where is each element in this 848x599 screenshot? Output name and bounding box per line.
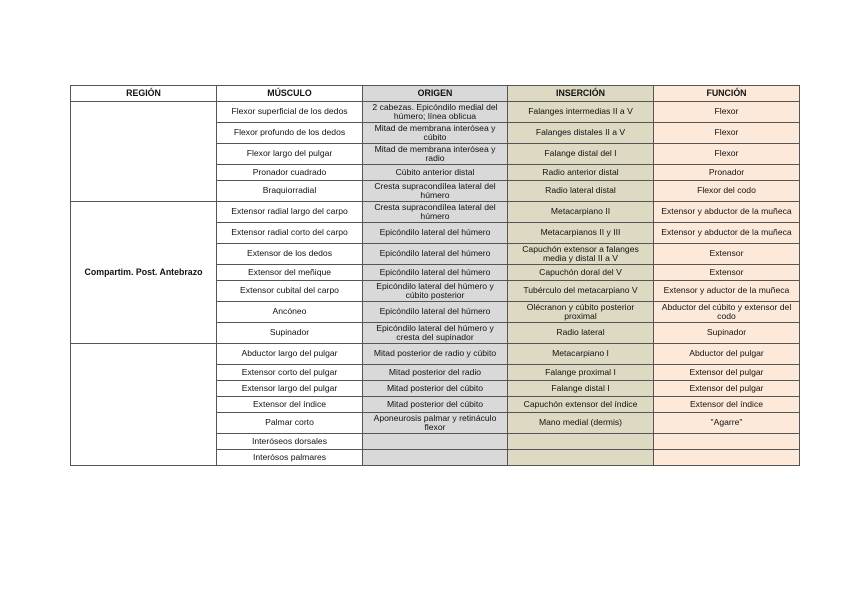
origen-cell: Aponeurosis palmar y retináculo flexor — [363, 413, 508, 434]
musculo-cell: Supinador — [217, 323, 363, 344]
table-row — [71, 102, 800, 123]
funcion-cell: Flexor — [654, 102, 800, 123]
insercion-cell: Falanges distales II a V — [508, 123, 654, 144]
musculo-cell: Extensor radial largo del carpo — [217, 202, 363, 223]
funcion-cell: Abductor del pulgar — [654, 344, 800, 365]
funcion-cell: "Agarre" — [654, 413, 800, 434]
musculo-cell: Ancóneo — [217, 302, 363, 323]
funcion-cell: Abductor del cúbito y extensor del codo — [654, 302, 800, 323]
musculo-cell: Pronador cuadrado — [217, 165, 363, 181]
funcion-cell: Extensor del pulgar — [654, 381, 800, 397]
musculo-cell: Extensor del meñique — [217, 265, 363, 281]
insercion-cell: Metacarpianos II y III — [508, 223, 654, 244]
origen-cell: Cúbito anterior distal — [363, 165, 508, 181]
musculo-cell: Extensor de los dedos — [217, 244, 363, 265]
insercion-cell: Radio anterior distal — [508, 165, 654, 181]
funcion-cell — [654, 450, 800, 466]
origen-cell: Mitad posterior de radio y cúbito — [363, 344, 508, 365]
origen-cell: Epicóndilo lateral del húmero — [363, 223, 508, 244]
musculo-cell: Extensor largo del pulgar — [217, 381, 363, 397]
muscle-table — [70, 85, 800, 466]
origen-cell — [363, 450, 508, 466]
origen-cell: Epicóndilo lateral del húmero — [363, 244, 508, 265]
musculo-cell: Extensor radial corto del carpo — [217, 223, 363, 244]
insercion-cell: Radio lateral — [508, 323, 654, 344]
origen-cell — [363, 434, 508, 450]
origen-cell: Cresta supracondílea lateral del húmero — [363, 202, 508, 223]
origen-cell: Mitad posterior del radio — [363, 365, 508, 381]
header-region: REGIÓN — [71, 86, 217, 102]
funcion-cell: Flexor — [654, 144, 800, 165]
origen-cell: Mitad posterior del cúbito — [363, 381, 508, 397]
origen-cell: Cresta supracondílea lateral del húmero — [363, 181, 508, 202]
insercion-cell: Falange distal I — [508, 381, 654, 397]
musculo-cell: Braquiorradial — [217, 181, 363, 202]
insercion-cell: Olécranon y cúbito posterior proximal — [508, 302, 654, 323]
region-cell-empty — [71, 102, 217, 202]
header-row — [71, 86, 800, 102]
insercion-cell — [508, 434, 654, 450]
funcion-cell: Supinador — [654, 323, 800, 344]
origen-cell: Mitad de membrana interósea y radio — [363, 144, 508, 165]
header-origen: ORIGEN — [363, 86, 508, 102]
musculo-cell: Interósos palmares — [217, 450, 363, 466]
musculo-cell: Interóseos dorsales — [217, 434, 363, 450]
musculo-cell: Extensor corto del pulgar — [217, 365, 363, 381]
insercion-cell: Falange proximal I — [508, 365, 654, 381]
header-insercion: INSERCIÓN — [508, 86, 654, 102]
musculo-cell: Flexor superficial de los dedos — [217, 102, 363, 123]
origen-cell: 2 cabezas. Epicóndilo medial del húmero; línea oblicua — [363, 102, 508, 123]
musculo-cell: Flexor profundo de los dedos — [217, 123, 363, 144]
insercion-cell: Metacarpiano II — [508, 202, 654, 223]
insercion-cell: Tubérculo del metacarpiano V — [508, 281, 654, 302]
origen-cell: Epicóndilo lateral del húmero y cúbito posterior — [363, 281, 508, 302]
funcion-cell: Extensor del pulgar — [654, 365, 800, 381]
musculo-cell: Extensor del índice — [217, 397, 363, 413]
funcion-cell: Flexor del codo — [654, 181, 800, 202]
table-row — [71, 344, 800, 365]
insercion-cell: Capuchón extensor del índice — [508, 397, 654, 413]
insercion-cell: Capuchón extensor a falanges media y distal II a V — [508, 244, 654, 265]
header-musculo: MÚSCULO — [217, 86, 363, 102]
funcion-cell: Pronador — [654, 165, 800, 181]
origen-cell: Mitad de membrana interósea y cúbito — [363, 123, 508, 144]
region-cell-empty — [71, 344, 217, 466]
musculo-cell: Abductor largo del pulgar — [217, 344, 363, 365]
insercion-cell: Capuchón doral del V — [508, 265, 654, 281]
insercion-cell: Mano medial (dermis) — [508, 413, 654, 434]
funcion-cell — [654, 434, 800, 450]
origen-cell: Epicóndilo lateral del húmero y cresta del supinador — [363, 323, 508, 344]
funcion-cell: Extensor y abductor de la muñeca — [654, 202, 800, 223]
funcion-cell: Extensor — [654, 265, 800, 281]
insercion-cell: Falanges intermedias II a V — [508, 102, 654, 123]
funcion-cell: Extensor del índice — [654, 397, 800, 413]
funcion-cell: Extensor y aductor de la muñeca — [654, 281, 800, 302]
insercion-cell: Radio lateral distal — [508, 181, 654, 202]
origen-cell: Epicóndilo lateral del húmero — [363, 302, 508, 323]
musculo-cell: Palmar corto — [217, 413, 363, 434]
origen-cell: Mitad posterior del cúbito — [363, 397, 508, 413]
funcion-cell: Extensor y abductor de la muñeca — [654, 223, 800, 244]
insercion-cell — [508, 450, 654, 466]
musculo-cell: Flexor largo del pulgar — [217, 144, 363, 165]
table-row — [71, 202, 800, 223]
funcion-cell: Flexor — [654, 123, 800, 144]
musculo-cell: Extensor cubital del carpo — [217, 281, 363, 302]
insercion-cell: Falange distal del I — [508, 144, 654, 165]
origen-cell: Epicóndilo lateral del húmero — [363, 265, 508, 281]
region-label: Compartim. Post. Antebrazo — [71, 202, 217, 344]
funcion-cell: Extensor — [654, 244, 800, 265]
header-funcion: FUNCIÓN — [654, 86, 800, 102]
insercion-cell: Metacarpiano I — [508, 344, 654, 365]
